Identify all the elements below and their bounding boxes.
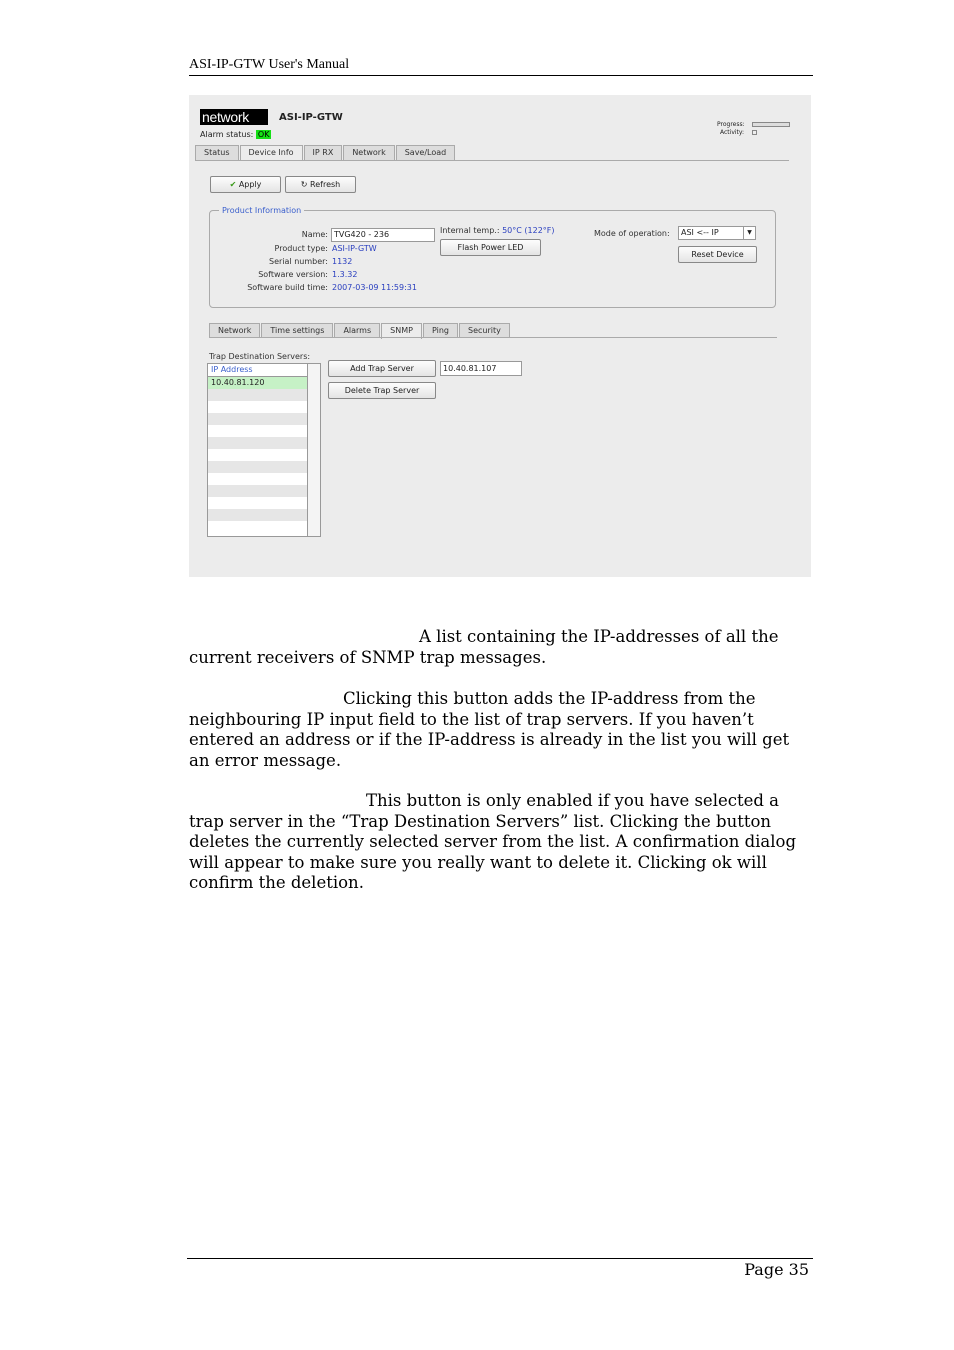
subtab-network[interactable]: Network <box>209 323 260 338</box>
name-row: Name: TVG420 - 236 <box>210 228 435 242</box>
subtab-snmp[interactable]: SNMP <box>381 323 422 339</box>
progress-bar <box>752 122 790 127</box>
list-item[interactable] <box>208 497 307 509</box>
tab-status[interactable]: Status <box>195 145 239 160</box>
subtab-security[interactable]: Security <box>459 323 510 338</box>
main-tabs-rule <box>195 160 789 161</box>
subtab-time-settings[interactable]: Time settings <box>261 323 333 338</box>
list-item[interactable] <box>208 473 307 485</box>
list-scrollbar[interactable] <box>308 364 320 536</box>
list-item[interactable] <box>208 413 307 425</box>
mode-select[interactable]: ASI <-- IP ▼ <box>678 226 756 240</box>
reset-device-button[interactable]: Reset Device <box>678 246 757 263</box>
chevron-down-icon: ▼ <box>743 227 755 239</box>
activity-indicator <box>752 130 757 135</box>
footer-rule <box>187 1258 813 1259</box>
paragraph-delete-trap: This button is only enabled if you have selected a trap server in the “Trap Destination Servers” list. Clicking the button deletes the currently selected server from the list. A confirmation dialog will appear to make sure you really want to delete it. Clicking ok will confirm the deletion. <box>189 791 797 893</box>
mode-label: Mode of operation: <box>594 229 670 238</box>
refresh-button[interactable]: ↻ Refresh <box>285 176 356 193</box>
tab-device-info[interactable]: Device Info <box>240 145 303 161</box>
alarm-status <box>200 130 271 139</box>
trap-ip-input[interactable]: 10.40.81.107 <box>440 361 522 376</box>
add-trap-server-button[interactable]: Add Trap Server <box>328 360 436 377</box>
build-time-row: Software build time: 2007-03-09 11:59:31 <box>247 283 417 292</box>
trap-servers-list[interactable] <box>207 363 321 537</box>
paragraph-add-trap: Clicking this button adds the IP-address from the neighbouring IP input field to the list of trap servers. If you haven’t entered an address or if the IP-address is already in the list you will get an error message. <box>189 689 790 770</box>
activity-label: Activity: <box>720 129 745 136</box>
checkmark-icon: ✔ <box>229 180 237 189</box>
tab-network[interactable]: Network <box>343 145 394 160</box>
list-item[interactable] <box>208 461 307 473</box>
product-info-legend: Product Information <box>219 206 304 215</box>
list-item[interactable] <box>208 425 307 437</box>
list-item[interactable] <box>208 449 307 461</box>
list-item[interactable] <box>208 437 307 449</box>
software-version-row: Software version: 1.3.32 <box>258 270 358 279</box>
page-number: Page 35 <box>744 1260 809 1279</box>
list-item[interactable] <box>208 401 307 413</box>
alarm-ok-badge: OK <box>257 130 270 139</box>
tab-save-load[interactable]: Save/Load <box>396 145 456 160</box>
serial-row: Serial number: 1132 <box>269 257 353 266</box>
subtab-ping[interactable]: Ping <box>423 323 458 338</box>
ip-address-column-header[interactable]: IP Address <box>208 364 307 377</box>
progress-label: Progress: <box>717 121 745 128</box>
sub-tabs-rule <box>209 337 777 338</box>
alarm-label: Alarm status: <box>200 130 254 139</box>
refresh-icon: ↻ <box>300 180 308 189</box>
list-item[interactable]: 10.40.81.120 <box>208 377 307 389</box>
app-title: ASI-IP-GTW <box>279 112 343 123</box>
subtab-alarms[interactable]: Alarms <box>334 323 380 338</box>
device-info-screenshot <box>189 95 811 577</box>
internal-temp: Internal temp.: 50°C (122°F) <box>440 226 555 235</box>
page-header: ASI-IP-GTW User's Manual <box>189 57 350 72</box>
delete-trap-server-button[interactable]: Delete Trap Server <box>328 382 436 399</box>
trap-servers-label: Trap Destination Servers: <box>209 352 311 361</box>
network-logo: network <box>200 109 268 125</box>
paragraph-trap-list: A list containing the IP-addresses of all the current receivers of SNMP trap messages. <box>189 627 779 667</box>
tab-ip-rx[interactable]: IP RX <box>304 145 343 160</box>
flash-power-led-button[interactable]: Flash Power LED <box>440 239 541 256</box>
main-tabs <box>195 145 456 161</box>
list-item[interactable] <box>208 389 307 401</box>
header-rule <box>189 75 813 76</box>
apply-button[interactable]: ✔ Apply <box>210 176 281 193</box>
name-input[interactable]: TVG420 - 236 <box>331 228 435 242</box>
product-type-row: Product type: ASI-IP-GTW <box>274 244 377 253</box>
list-item[interactable] <box>208 509 307 521</box>
list-item[interactable] <box>208 485 307 497</box>
list-item[interactable] <box>208 521 307 533</box>
